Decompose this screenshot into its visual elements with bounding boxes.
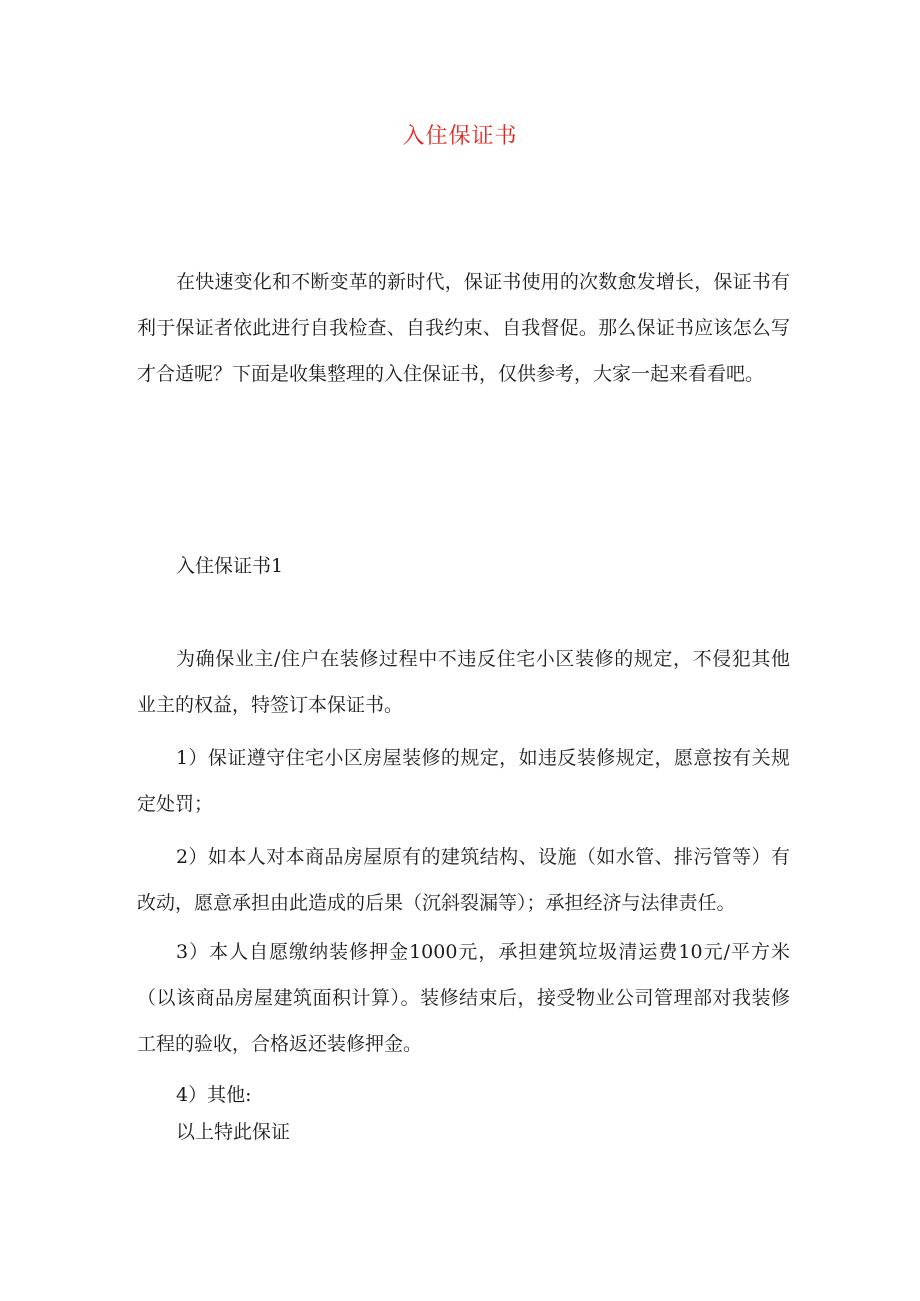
intro-paragraph: 在快速变化和不断变革的新时代，保证书使用的次数愈发增长，保证书有利于保证者依此进行自我检查、自我约束、自我督促。那么保证书应该怎么写才合适呢？下面是收集整理的入住保证书，仅供参考，大家一起来看看吧。 [137, 271, 790, 385]
body-paragraph-item-1: 1）保证遵守住宅小区房屋装修的规定，如违反装修规定，愿意按有关规定处罚； [137, 747, 790, 815]
body-paragraph-item-4: 4）其他: [176, 1084, 252, 1106]
section-heading: 入住保证书1 [176, 555, 284, 577]
body-paragraph-item-3: 3）本人自愿缴纳装修押金1000元，承担建筑垃圾清运费10元/平方米（以该商品房屋建筑面积计算）。装修结束后，接受物业公司管理部对我装修工程的验收，合格返还装修押金。 [137, 941, 790, 1055]
document-title: 入住保证书 [402, 124, 518, 149]
closing-statement: 以上特此保证 [176, 1121, 291, 1143]
body-paragraph-item-2: 2）如本人对本商品房屋原有的建筑结构、设施（如水管、排污管等）有改动，愿意承担由此造成的后果（沉斜裂漏等）；承担经济与法律责任。 [137, 846, 790, 914]
body-paragraph-purpose: 为确保业主/住户在装修过程中不违反住宅小区装修的规定，不侵犯其他业主的权益，特签订本保证书。 [137, 648, 790, 716]
